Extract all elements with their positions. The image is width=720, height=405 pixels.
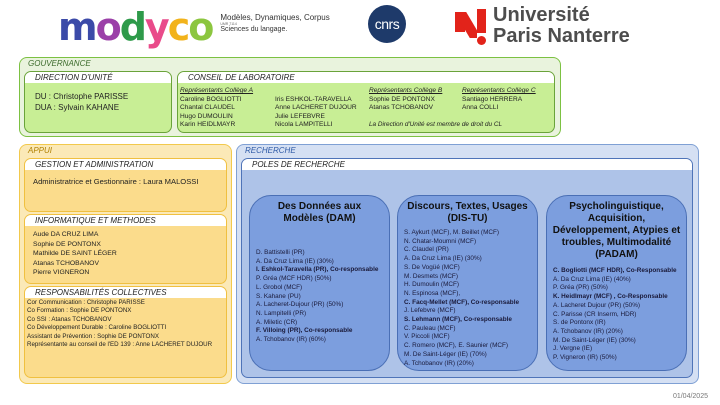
date-label: 01/04/2025	[672, 393, 708, 400]
college-a-member: Chantal CLAUDEL	[180, 104, 235, 111]
pole-padam	[546, 195, 687, 371]
pole-member: J. Vergne (IE)	[553, 345, 593, 353]
college-a-member: Nicola LAMPITELLI	[275, 121, 333, 128]
pole-member: A. Lacheret-Dujour (PR) (50%)	[256, 301, 344, 309]
informatique-box	[24, 214, 227, 284]
pole-dam	[249, 195, 390, 371]
pole-member: A. Tchobanov (IR) (20%)	[404, 359, 474, 367]
university-line2: Paris Nanterre	[493, 25, 630, 47]
dua-text: DUA : Sylvain KAHANE	[35, 103, 120, 112]
appui-header: APPUI	[28, 146, 53, 155]
college-c-member: Anna COLLI	[462, 104, 499, 111]
pole-member: C. Claudel (PR)	[404, 246, 449, 254]
university-line1: Université	[493, 4, 590, 26]
informatique-member: Atanas TCHOBANOV	[33, 259, 99, 267]
pole-member: V. Piccoli (MCF)	[404, 333, 450, 341]
college-a-member: Julie LEFEBVRE	[275, 112, 325, 120]
college-b-label: Représentants Collège B	[369, 87, 443, 94]
pole-member: M. De Saint-Léger (IE) (70%)	[404, 350, 487, 358]
responsabilite-item: Co Formation : Sophie DE PONTONX	[27, 307, 132, 315]
du-text: DU : Christophe PARISSE	[35, 92, 129, 101]
pole-member: J. Lefebvre (MCF)	[404, 307, 456, 315]
informatique-member: Mathilde DE SAINT LÉGER	[33, 250, 117, 258]
responsabilite-item: Assistant de Prévention : Sophie DE PONTONX	[27, 332, 159, 340]
informatique-member: Sophie DE PONTONX	[33, 240, 101, 248]
college-b-member: Sophie DE PONTONX	[369, 95, 435, 103]
gestion-box	[24, 158, 227, 212]
pole-member: A. Miletic (CR)	[256, 318, 298, 326]
pole-title: Psycholinguistique, Acquisition, Développement, Atypies et troubles, Multimodalité (PADAM)	[552, 201, 681, 260]
college-c-member: Santiago HERRERA	[462, 95, 523, 103]
pole-member: C. Bogliotti (MCF HDR), Co-Responsable	[553, 267, 677, 274]
conseil-title: CONSEIL DE LABORATOIRE	[178, 72, 554, 83]
pole-member: A. Tchobanov (IR) (60%)	[256, 336, 326, 344]
recherche-panel	[236, 144, 699, 384]
college-a-member: Karin HEIDLMAYR	[180, 121, 236, 128]
pole-members	[547, 267, 686, 363]
college-a-member: Iris ESHKOL-TARAVELLA	[275, 95, 352, 103]
pole-member: F. Villoing (PR), Co-responsable	[256, 327, 353, 335]
poles-box	[241, 158, 693, 378]
gouvernance-panel	[19, 57, 561, 137]
pole-member: A. Tchobanov (IR) (20%)	[553, 327, 623, 335]
pole-member: L. Grobol (MCF)	[256, 283, 303, 291]
recherche-header: RECHERCHE	[245, 146, 296, 155]
pole-distu	[397, 195, 538, 371]
pole-member: C. Pauleau (MCF)	[404, 324, 456, 332]
pole-member: K. Heidlmayr (MCF) , Co-Responsable	[553, 293, 668, 301]
gouvernance-header: GOUVERNANCE	[28, 59, 91, 68]
pole-title: Discours, Textes, Usages (DIS-TU)	[407, 201, 528, 224]
pole-member: C. Romero (MCF), E. Saunier (MCF)	[404, 342, 509, 350]
pole-title: Des Données aux Modèles (DAM)	[277, 201, 362, 224]
gestion-text: Administratrice et Gestionnaire : Laura MALOSSI	[33, 177, 199, 186]
responsabilite-item: Co SSI : Atanas TCHOBANOV	[27, 315, 112, 323]
conseil-box	[177, 71, 555, 133]
pole-member: H. Dumoulin (MCF)	[404, 281, 460, 289]
modyco-tagline: Modèles, Dynamiques, Corpus	[220, 13, 330, 22]
modyco-subtitle: Sciences du langage.	[220, 26, 288, 33]
cnrs-logo	[368, 5, 406, 43]
responsabilite-item: Cor Communication : Christophe PARISSE	[27, 299, 145, 306]
pole-member: A. Da Cruz Lima (IE) (40%)	[553, 275, 631, 283]
pole-member: S. De Vogüé (MCF)	[404, 263, 460, 271]
pole-member: A. Lacheret Dujour (PR) (50%)	[553, 301, 641, 309]
gestion-title: GESTION ET ADMINISTRATION	[25, 159, 226, 170]
informatique-title: INFORMATIQUE ET METHODES	[25, 215, 226, 226]
college-c-label: Représentants Collège C	[462, 87, 536, 94]
appui-panel	[19, 144, 232, 384]
responsabilite-item: Co Développement Durable : Caroline BOGLIOTTI	[27, 324, 167, 332]
pole-member: A. Da Cruz Lima (IE) (30%)	[404, 255, 482, 263]
pole-member: S. Lehmann (MCF), Co-responsable	[404, 316, 512, 324]
college-a-member: Caroline BOGLIOTTI	[180, 95, 242, 103]
college-a-member: Anne LACHERET DUJOUR	[275, 104, 357, 111]
poles-title: POLES DE RECHERCHE	[242, 159, 692, 170]
responsabilites-box	[24, 286, 227, 378]
pole-member: N. Lampitelli (PR)	[256, 309, 307, 317]
pole-member: I. Eshkol-Taravella (PR), Co-responsable	[256, 266, 379, 274]
pole-member: C. Facq-Mellet (MCF), Co-responsable	[404, 298, 520, 306]
pole-member: P. Gréa (MCF HDR) (50%)	[256, 275, 332, 283]
modyco-wordmark: modyco	[58, 5, 213, 49]
pole-member: D. Battistelli (PR)	[256, 249, 305, 256]
pole-member: M. Desmets (MCF)	[404, 272, 458, 280]
pole-member: C. Parisse (CR Inserm, HDR)	[553, 310, 637, 318]
upn-mark-icon	[455, 6, 489, 46]
pole-member: P. Gréa (PR) (50%)	[553, 284, 608, 292]
informatique-member: Pierre VIGNERON	[33, 269, 90, 277]
pole-member: N. Espinosa (MCF),	[404, 289, 461, 297]
pole-member: A. Da Cruz Lima (IE) (30%)	[256, 257, 334, 265]
pole-member: N. Chatar-Moumni (MCF)	[404, 237, 477, 245]
responsabilites-title: RESPONSABILITÉS COLLECTIVES	[25, 287, 226, 298]
modyco-logo	[58, 5, 330, 49]
pole-members	[398, 229, 537, 368]
college-a-member: Hugo DUMOULIN	[180, 112, 233, 120]
modyco-umr: UMR 7114	[220, 22, 237, 26]
responsabilite-item: Représentante au conseil de l'ED 139 : Anne LACHERET DUJOUR	[27, 341, 213, 349]
conseil-note: La Direction d'Unité est membre de droit du CL	[369, 121, 503, 128]
direction-title: DIRECTION D'UNITÉ	[25, 72, 171, 83]
college-a-label: Représentants Collège A	[180, 87, 254, 94]
pole-member: S. Aykurt (MCF), M. Beillet (MCF)	[404, 229, 500, 236]
pole-member: S. de Pontonx (IR)	[553, 319, 606, 327]
informatique-member: Aude DA CRUZ LIMA	[33, 231, 99, 238]
pole-members	[250, 249, 389, 345]
university-logo	[455, 5, 630, 47]
college-b-member: Atanas TCHOBANOV	[369, 104, 434, 111]
direction-box	[24, 71, 172, 133]
pole-member: P. Vigneron (IR) (50%)	[553, 354, 617, 362]
cnrs-text: cnrs	[374, 16, 400, 32]
pole-member: S. Kahane (PU)	[256, 292, 301, 300]
pole-member: M. De Saint-Léger (IE) (30%)	[553, 336, 636, 344]
